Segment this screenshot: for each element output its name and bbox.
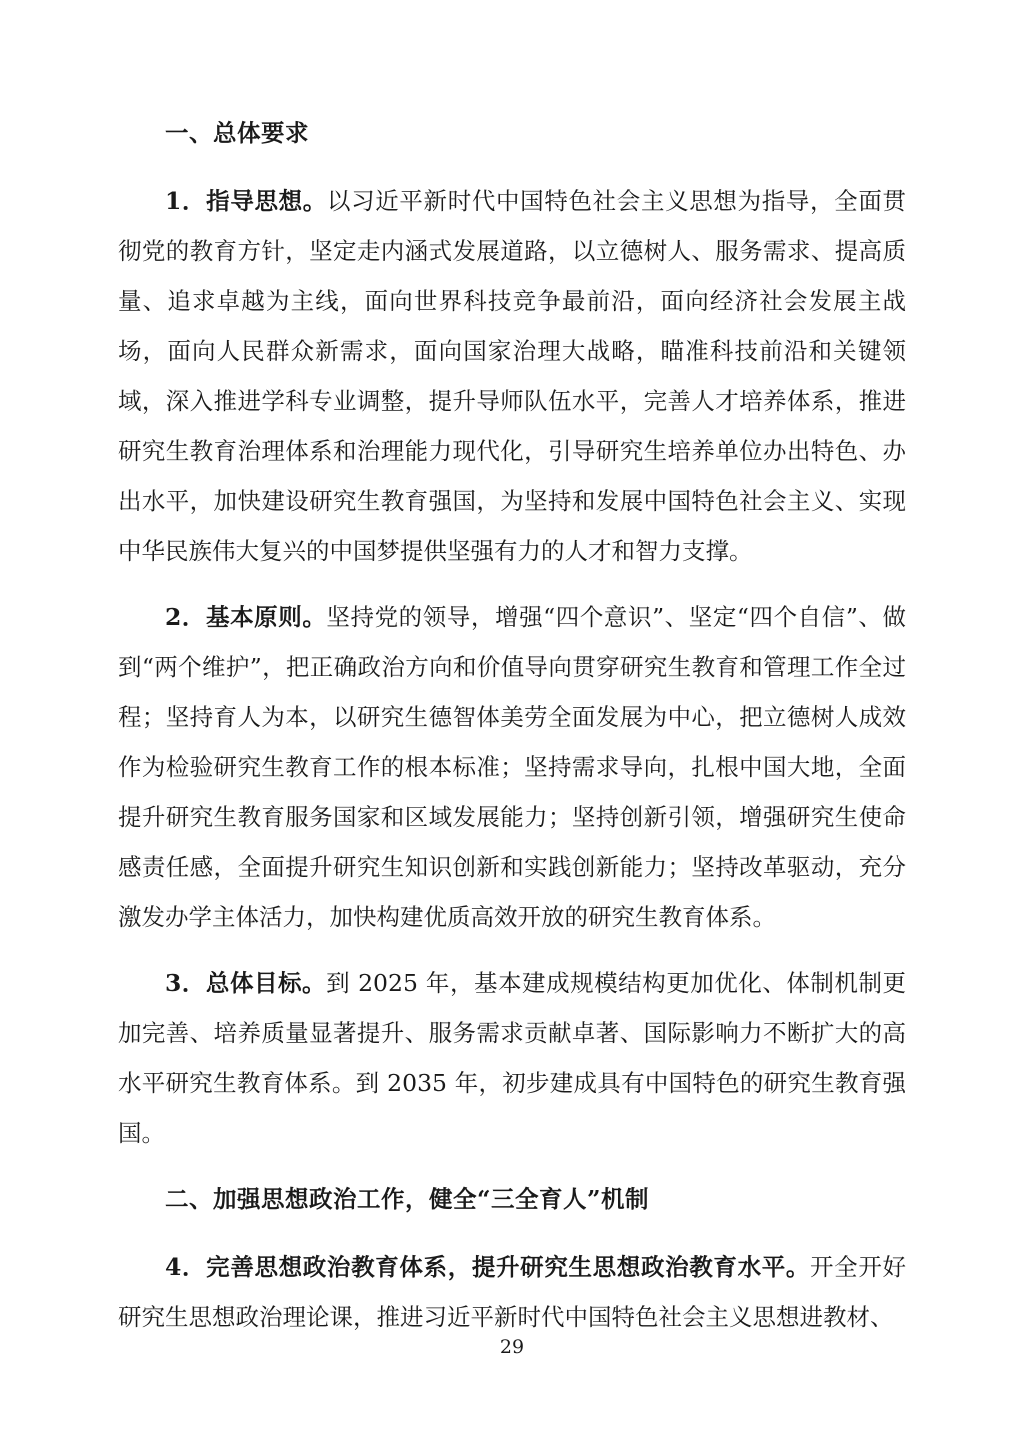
paragraph-lead-1: 1．指导思想。 [165, 187, 327, 215]
paragraph-lead-4: 4．完善思想政治教育体系，提升研究生思想政治教育水平。 [165, 1253, 811, 1281]
paragraph-basic-principles [118, 592, 906, 942]
section-heading-1: 一、总体要求 [165, 119, 309, 147]
document-body [118, 108, 906, 1342]
paragraph-lead-3: 3．总体目标。 [165, 969, 327, 997]
paragraph-text-3: 到 2025 年，基本建成规模结构更加优化、体制机制更加完善、培养质量显著提升、服务需求贡献卓著、国际影响力不断扩大的高水平研究生教育体系。到 2035 年，初步建成具有中国特色的研究生教育强国。 [118, 969, 906, 1147]
paragraph-spacer [118, 576, 906, 592]
paragraph-ideological-education-system [118, 1242, 906, 1342]
section-heading-2: 二、加强思想政治工作，健全“三全育人”机制 [165, 1185, 650, 1213]
paragraph-text-2: 坚持党的领导，增强“四个意识”、坚定“四个自信”、做到“两个维护”，把正确政治方向和价值导向贯穿研究生教育和管理工作全过程；坚持育人为本，以研究生德智体美劳全面发展为中心，把立德树人成效作为检验研究生教育工作的根本标准；坚持需求导向，扎根中国大地，全面提升研究生教育服务国家和区域发展能力；坚持创新引领，增强研究生使命感责任感，全面提升研究生知识创新和实践创新能力；坚持改革驱动，充分激发办学主体活力，加快构建优质高效开放的研究生教育体系。 [118, 603, 906, 931]
paragraph-lead-2: 2．基本原则。 [165, 603, 327, 631]
paragraph-spacer [118, 160, 906, 176]
paragraph-text-1: 以习近平新时代中国特色社会主义思想为指导，全面贯彻党的教育方针，坚定走内涵式发展道路，以立德树人、服务需求、提高质量、追求卓越为主线，面向世界科技竞争最前沿，面向经济社会发展主战场，面向人民群众新需求，面向国家治理大战略，瞄准科技前沿和关键领域，深入推进学科专业调整，提升导师队伍水平，完善人才培养体系，推进研究生教育治理体系和治理能力现代化，引导研究生培养单位办出特色、办出水平，加快建设研究生教育强国，为坚持和发展中国特色社会主义、实现中华民族伟大复兴的中国梦提供坚强有力的人才和智力支撑。 [118, 187, 906, 565]
paragraph-spacer [118, 942, 906, 958]
page-number: 29 [499, 1336, 525, 1358]
paragraph-overall-goal [118, 958, 906, 1158]
paragraph-spacer [118, 1158, 906, 1174]
paragraph-guiding-ideology [118, 176, 906, 576]
paragraph-spacer [118, 1226, 906, 1242]
paragraph-text-4: 开全开好研究生思想政治理论课，推进习近平新时代中国特色社会主义思想进教材、 [118, 1253, 906, 1331]
